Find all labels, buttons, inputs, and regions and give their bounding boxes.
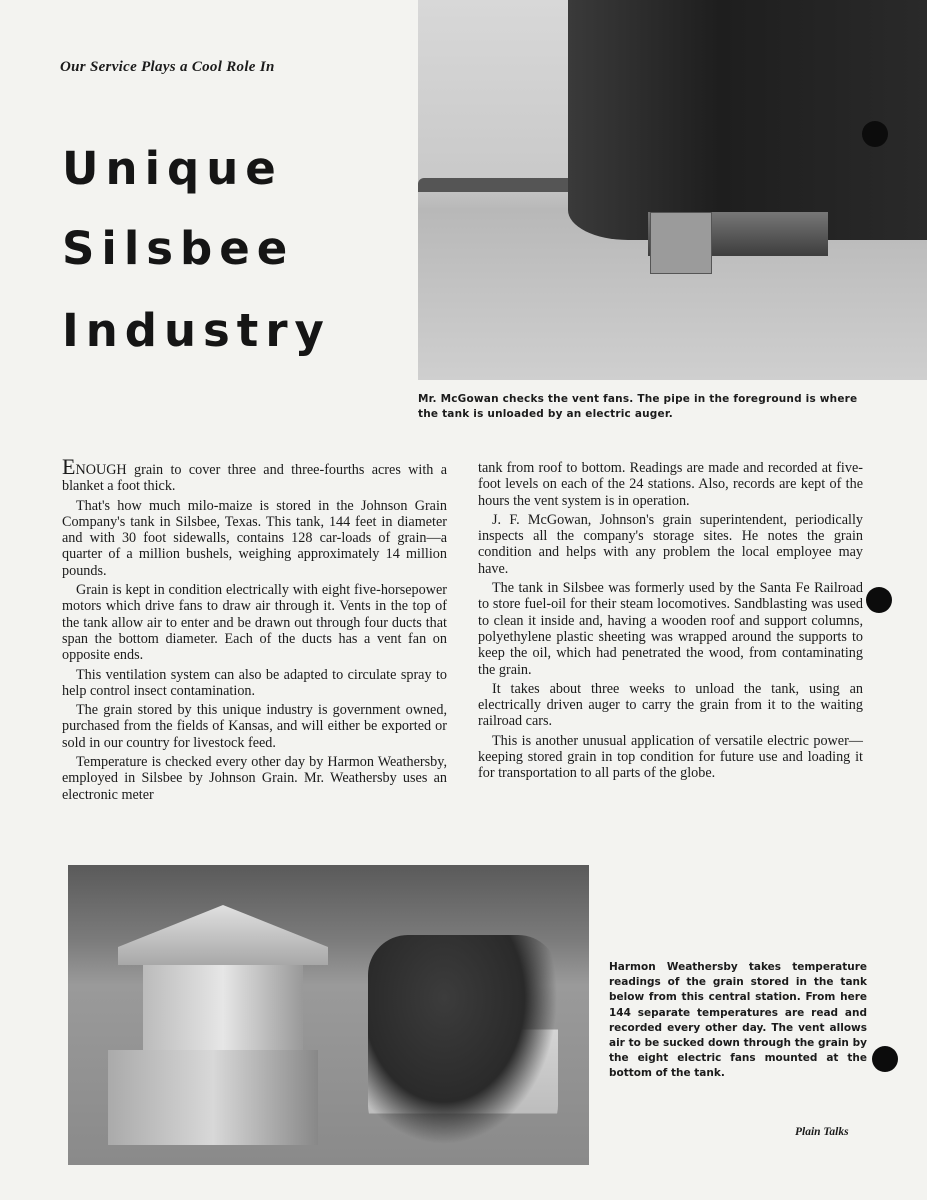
title-line-3: Industry bbox=[62, 304, 331, 357]
paragraph: That's how much milo-maize is stored in the Johnson Grain Company's tank in Silsbee, Texas. This tank, 144 feet in diameter and with 30 foot sidewalls, contains 128 car-loads of grain—a quarter of a million bushels, weighing approximately 14 million pounds. bbox=[62, 497, 447, 579]
paragraph: The grain stored by this unique industry is government owned, purchased from the fields of Kansas, and will either be exported or sold in our country for livestock feed. bbox=[62, 702, 447, 751]
drop-cap: E bbox=[62, 454, 76, 479]
article-column-left bbox=[62, 454, 447, 806]
photo-top-caption: Mr. McGowan checks the vent fans. The pipe in the foreground is where the tank is unloaded by an electric auger. bbox=[418, 393, 858, 420]
paragraph: This ventilation system can also be adapted to circulate spray to help control insect contamination. bbox=[62, 666, 447, 699]
photo-man-reading-meter bbox=[368, 935, 558, 1145]
title-line-1: Unique bbox=[62, 142, 283, 195]
paragraph: The tank in Silsbee was formerly used by the Santa Fe Railroad to store fuel-oil for their steam locomotives. Sandblasting was used to clean it inside and, having a wooden roof and support columns, polyethylene plastic sheeting was wrapped around the supports to keep the oil, which had penetrated the wood, from contaminating the grain. bbox=[478, 580, 863, 678]
punch-hole bbox=[872, 1046, 898, 1072]
paragraph-text: NOUGH grain to cover three and three-fourths acres with a blanket a foot thick. bbox=[62, 462, 447, 495]
paragraph: Grain is kept in condition electrically with eight five-horsepower motors which drive fans to draw air through it. Vents in the top of the tank allow air to enter and be drawn out through four ducts that span the bottom diameter. Each of the ducts has a vent fan on opposite ends. bbox=[62, 582, 447, 664]
photo-vent-station bbox=[68, 865, 589, 1165]
photo-tank-wall bbox=[568, 0, 927, 240]
paragraph: This is another unusual application of versatile electric power—keeping stored grain in top condition for future use and loading it for transportation to all parts of the globe. bbox=[478, 732, 863, 782]
punch-hole bbox=[862, 121, 888, 147]
title-line-2: Silsbee bbox=[62, 222, 295, 275]
paragraph: J. F. McGowan, Johnson's grain superintendent, periodically inspects all the company's storage sites. He notes the grain condition and helps with any problem the local employee may have. bbox=[478, 511, 863, 577]
paragraph: tank from roof to bottom. Readings are made and recorded at five-foot levels on each of the 24 stations. Also, records are kept of the hours the vent system is in operation. bbox=[478, 460, 863, 509]
paragraph: It takes about three weeks to unload the tank, using an electrically driven auger to carry the grain from it to the waiting railroad cars. bbox=[478, 680, 863, 730]
kicker: Our Service Plays a Cool Role In bbox=[60, 59, 275, 75]
footer-publication-name: Plain Talks bbox=[795, 1126, 849, 1138]
punch-hole bbox=[866, 587, 892, 613]
photo-vent-base bbox=[108, 1050, 318, 1145]
photo-vent-cap bbox=[118, 905, 328, 965]
paragraph bbox=[62, 454, 447, 495]
photo-pipe-housing bbox=[650, 212, 712, 274]
photo-vent-body bbox=[143, 965, 303, 1055]
photo-bottom-caption: Harmon Weathersby takes temperature readings of the grain stored in the tank below from this central station. From here 144 separate temperatures are read and recorded every other day. The vent allows air to be sucked down through the grain by the eight electric fans mounted at the bottom of the tank. bbox=[609, 961, 867, 1080]
photo-grain-tank bbox=[418, 0, 927, 380]
paragraph: Temperature is checked every other day by Harmon Weathersby, employed in Silsbee by Johnson Grain. Mr. Weathersby uses an electronic meter bbox=[62, 754, 447, 803]
article-column-right bbox=[478, 460, 863, 785]
photo-trees bbox=[418, 178, 578, 192]
